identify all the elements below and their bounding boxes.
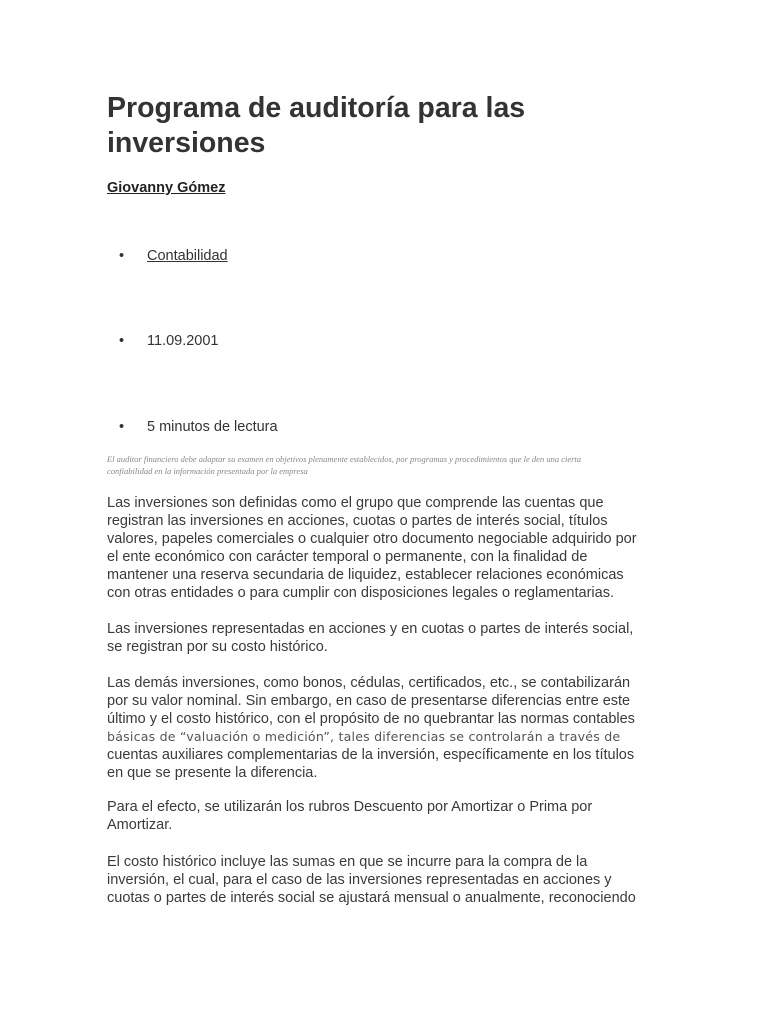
text-line: valores, papeles comerciales o cualquier otro documento negociable adquirido por — [107, 531, 637, 547]
text-line: con otras entidades o para cumplir con disposiciones legales o reglamentarias. — [107, 585, 614, 601]
category-link[interactable]: Contabilidad — [147, 248, 228, 264]
paragraph-other-investments — [107, 674, 667, 782]
bullet-icon: • — [119, 333, 125, 349]
paragraph-historical-cost — [107, 853, 667, 907]
paragraph-definition — [107, 494, 667, 602]
text-line: cuentas auxiliares complementarias de la inversión, específicamente en los títulos — [107, 747, 635, 763]
text-line: cuotas o partes de interés social se ajustará mensual o anualmente, reconociendo — [107, 890, 636, 906]
text-line: Para el efecto, se utilizarán los rubros Descuento por Amortizar o Prima por — [107, 799, 593, 815]
text-line: registran las inversiones en acciones, cuotas o partes de interés social, títulos — [107, 513, 608, 529]
reading-time: 5 minutos de lectura — [147, 419, 278, 435]
summary-line: confiabilidad en la información presentada por la empresa — [107, 466, 308, 476]
meta-item-category — [119, 248, 228, 264]
publish-date: 11.09.2001 — [147, 333, 219, 349]
text-line: Las inversiones son definidas como el grupo que comprende las cuentas que — [107, 495, 604, 511]
meta-item-reading-time — [119, 419, 278, 435]
text-line: por su valor nominal. Sin embargo, en caso de presentarse diferencias entre este — [107, 693, 631, 709]
article-summary — [107, 453, 652, 477]
bullet-icon: • — [119, 419, 125, 435]
text-line: en que se presente la diferencia. — [107, 765, 318, 781]
meta-item-date — [119, 333, 219, 349]
text-line: Amortizar. — [107, 817, 173, 833]
text-line: último y el costo histórico, con el propósito de no quebrantar las normas contables — [107, 711, 635, 727]
paragraph-shares — [107, 620, 667, 656]
text-line: inversión, el cual, para el caso de las inversiones representadas en acciones y — [107, 872, 612, 888]
text-line: mantener una reserva secundaria de liquidez, establecer relaciones económicas — [107, 567, 624, 583]
article-title: Programa de auditoría para las inversiones — [107, 92, 526, 159]
text-line: básicas de “valuación o medición”, tales diferencias se controlarán a través de — [107, 729, 621, 744]
text-line: Las demás inversiones, como bonos, cédulas, certificados, etc., se contabilizarán — [107, 675, 631, 691]
text-line: el ente económico con carácter temporal o permanente, con la finalidad de — [107, 549, 588, 565]
text-line: se registran por su costo histórico. — [107, 639, 328, 655]
bullet-icon: • — [119, 248, 125, 264]
summary-line: El auditor financiero debe adaptar su examen en objetivos plenamente establecidos, por programas y procedimientos que le den una cierta — [107, 454, 582, 464]
text-line: El costo histórico incluye las sumas en que se incurre para la compra de la — [107, 854, 588, 870]
author-link[interactable]: Giovanny Gómez — [107, 180, 226, 196]
text-line: Las inversiones representadas en acciones y en cuotas o partes de interés social, — [107, 621, 634, 637]
paragraph-accounts — [107, 798, 667, 834]
